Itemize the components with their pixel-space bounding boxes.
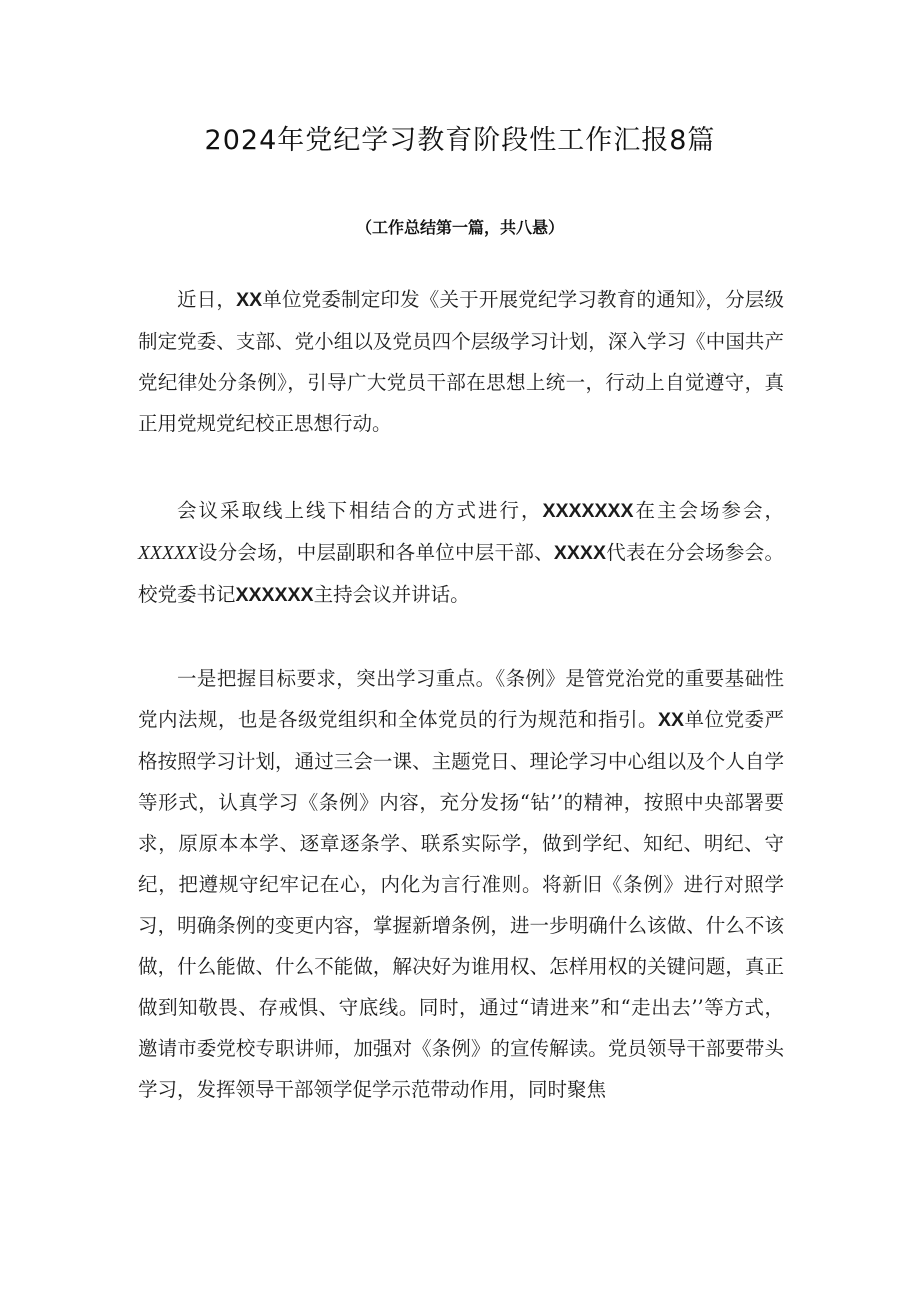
paragraph-text: 一是把握目标要求，突出学习重点。《条例》是管党治党的重要基础性党内法规，也是各级党组织和全体党员的行为规范和指引。 bbox=[138, 667, 784, 731]
paragraph-text: 设分会场，中层副职和各单位中层干部、 bbox=[197, 541, 554, 564]
placeholder-code-italic: XXXXX bbox=[138, 543, 198, 564]
placeholder-code: XXXXXXX bbox=[542, 500, 634, 522]
paragraph-text: 近日， bbox=[177, 288, 237, 311]
paragraph-3 bbox=[138, 658, 784, 1110]
paragraph-text: 单位党委制定印发《关于开展党纪学习教育的通知》，分层级制定党委、支部、党小组以及党员四个层级学习计划，深入学习《中国共产党纪律处分条例》，引导广大党员干部在思想上统一，行动上自觉遵守，真正用党规党纪校正思想行动。 bbox=[138, 288, 784, 435]
document-subtitle: （工作总结第一篇，共八悬） bbox=[355, 218, 564, 237]
placeholder-code: XXXX bbox=[553, 542, 606, 564]
paragraph-1 bbox=[138, 279, 784, 444]
paragraph-2 bbox=[138, 490, 784, 616]
placeholder-code: XX bbox=[236, 289, 263, 311]
document-title: 2024年党纪学习教育阶段性工作汇报8篇 bbox=[204, 125, 716, 156]
placeholder-code: XXXXXX bbox=[235, 584, 314, 606]
paragraph-text: 在主会场参会， bbox=[633, 499, 784, 522]
paragraph-text: 单位党委严格按照学习计划，通过三会一课、主题党日、理论学习中心组以及个人自学等形式，认真学习《条例》内容，充分发扬“钻’’的精神，按照中央部署要求，原原本本学、逐章逐条学、联系实际学，做到学纪、知纪、明纪、守纪，把遵规守纪牢记在心，内化为言行准则。将新旧《条例》进行对照学习，明确条例的变更内容，掌握新增条例，进一步明确什么该做、什么不该做，什么能做、什么不能做，解决好为谁用权、怎样用权的关键问题，真正做到知敬畏、存戒惧、守底线。同时，通过“请进来”和“走出去’’等方式，邀请市委党校专职讲师，加强对《条例》的宣传解读。党员领导干部要带头学习，发挥领导干部领学促学示范带动作用，同时聚焦 bbox=[138, 708, 784, 1101]
paragraph-text: 主持会议并讲话。 bbox=[313, 583, 470, 606]
paragraph-text: 代表在分会场参会。校党委书记 bbox=[138, 541, 784, 606]
paragraph-text: 会议采取线上线下相结合的方式进行， bbox=[177, 499, 543, 522]
placeholder-code: XX bbox=[657, 709, 684, 731]
